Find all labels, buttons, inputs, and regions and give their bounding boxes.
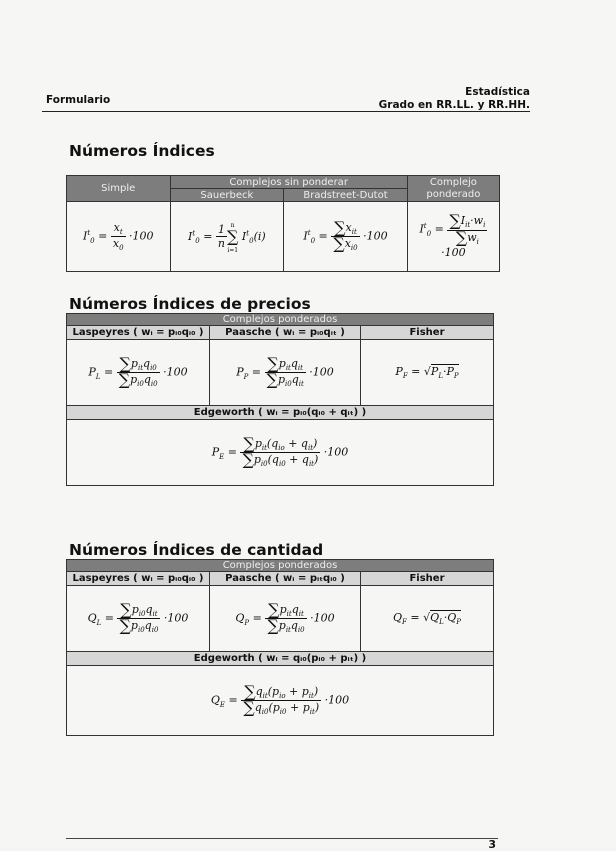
edgeworth-prices-header: Edgeworth ( wᵢ = pᵢ₀(qᵢ₀ + qᵢₜ) ) bbox=[67, 406, 494, 420]
col-simple: Simple bbox=[67, 176, 171, 202]
formula-weighted: $I^t_0$ = ∑ $I_{it}\cdot w_i$ ∑ $w_i$ ·100 bbox=[407, 202, 499, 272]
table-simple-indices bbox=[66, 175, 500, 272]
header-subject: Estadística bbox=[465, 86, 530, 98]
formula-fisher-prices: $P_F = √P_L\cdot P_P$ bbox=[361, 340, 494, 406]
header-right bbox=[379, 86, 530, 112]
section-title-quantity: Números Índices de cantidad bbox=[69, 541, 324, 559]
formula-sauerbeck: $I^t_0$ = $\frac{1}{n}$ n ∑ i=1 $I^t_0(i)$ bbox=[170, 202, 284, 272]
page-number: 3 bbox=[488, 838, 496, 851]
col-bradstreet: Bradstreet-Dutot bbox=[284, 189, 408, 202]
price-weighted-header: Complejos ponderados bbox=[67, 314, 494, 326]
table-price-indices bbox=[66, 313, 494, 486]
col-sauerbeck: Sauerbeck bbox=[170, 189, 284, 202]
col-weighted-line1: Complejo bbox=[429, 176, 477, 188]
header-left: Formulario bbox=[46, 94, 111, 106]
edgeworth-quantity-header: Edgeworth ( wᵢ = qᵢ₀(pᵢ₀ + pᵢₜ) ) bbox=[67, 652, 494, 666]
formula-paasche-quantity: $Q_P$ = ∑ $p_{it}q_{it}$ ∑ $p_{it}q_{i0}$ ·100 bbox=[210, 586, 361, 652]
col-laspeyres-q: Laspeyres ( wᵢ = pᵢ₀qᵢ₀ ) bbox=[67, 572, 210, 586]
formula-bradstreet: $I^t_0$ = ∑ $x_{it}$ ∑ $x_{i0}$ ·100 bbox=[284, 202, 408, 272]
header-degree: Grado en RR.LL. y RR.HH. bbox=[378, 99, 530, 111]
formula-laspeyres-prices: $P_L$ = ∑ $p_{it}q_{i0}$ ∑ $p_{i0}q_{i0}$ ·100 bbox=[67, 340, 210, 406]
footer-rule bbox=[66, 838, 498, 839]
formula-edgeworth-quantity: $Q_E$ = ∑ $q_{it}(p_{io} + p_{it})$ ∑ $q_{i0}(p_{i0} + p_{it})$ ·100 bbox=[67, 666, 494, 736]
col-laspeyres: Laspeyres ( wᵢ = pᵢ₀qᵢ₀ ) bbox=[67, 326, 210, 340]
col-fisher: Fisher bbox=[361, 326, 494, 340]
formula-fisher-quantity: $Q_F = √Q_L\cdot Q_P$ bbox=[361, 586, 494, 652]
col-weighted-line2: ponderado bbox=[426, 188, 481, 200]
header-rule bbox=[42, 111, 530, 112]
section-title-prices: Números Índices de precios bbox=[69, 295, 311, 313]
quantity-weighted-header: Complejos ponderados bbox=[67, 560, 494, 572]
formula-laspeyres-quantity: $Q_L$ = ∑ $p_{i0}q_{it}$ ∑ $p_{i0}q_{i0}$ ·100 bbox=[67, 586, 210, 652]
formula-simple: $I^t_0$ = $\frac{x_t}{x_0}$ ·100 bbox=[67, 202, 171, 272]
formula-paasche-prices: $P_P$ = ∑ $p_{it}q_{it}$ ∑ $p_{i0}q_{it}$ ·100 bbox=[210, 340, 361, 406]
col-fisher-q: Fisher bbox=[361, 572, 494, 586]
col-paasche-q: Paasche ( wᵢ = pᵢₜqᵢ₀ ) bbox=[210, 572, 361, 586]
col-group-unweighted: Complejos sin ponderar bbox=[170, 176, 407, 189]
formula-edgeworth-prices: $P_E$ = ∑ $p_{it}(q_{io} + q_{it})$ ∑ $p_{i0}(q_{i0} + q_{it})$ ·100 bbox=[67, 420, 494, 486]
section-title-indices: Números Índices bbox=[69, 142, 215, 160]
table-quantity-indices bbox=[66, 559, 494, 736]
col-weighted bbox=[407, 176, 499, 202]
col-paasche: Paasche ( wᵢ = pᵢ₀qᵢₜ ) bbox=[210, 326, 361, 340]
